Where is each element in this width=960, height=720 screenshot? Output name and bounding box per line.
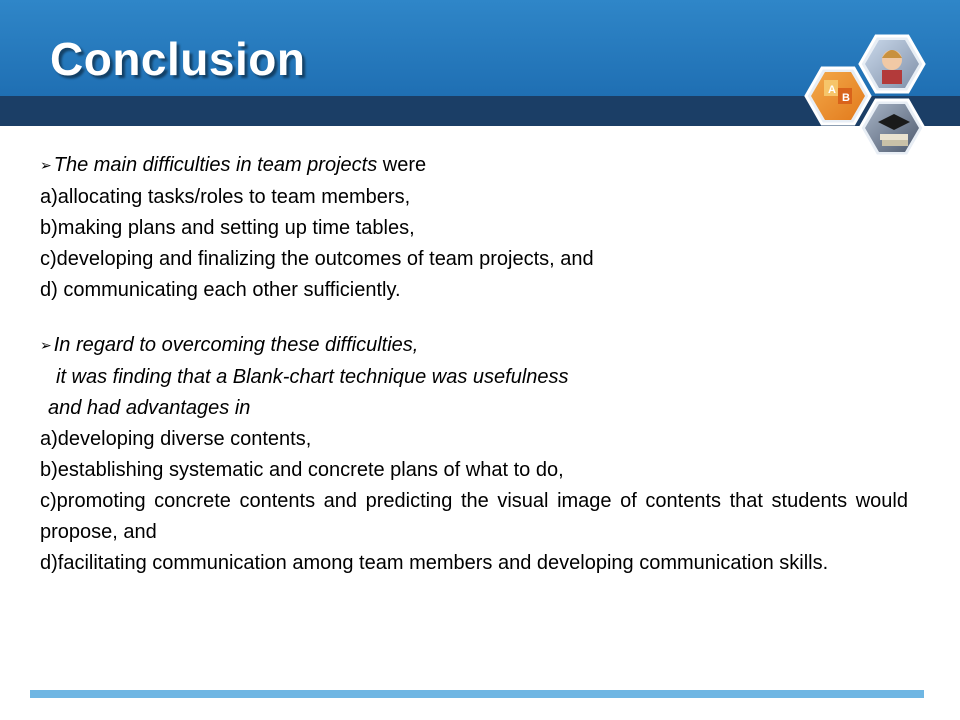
section1-intro-rest: were	[377, 154, 427, 176]
abc-blocks-icon	[806, 68, 870, 124]
list-item: b)making plans and setting up time tables,	[40, 217, 415, 239]
list-item: c)developing and finalizing the outcomes of team projects, and	[40, 248, 594, 270]
list-item: d)facilitating communication among team members and developing communication skills.	[40, 552, 829, 574]
svg-text:A: A	[828, 84, 836, 96]
list-item: d) communicating each other sufficiently.	[40, 279, 401, 301]
list-item: a)developing diverse contents,	[40, 428, 312, 450]
section2-heading: ➢ In regard to overcoming these difficulties,	[40, 334, 419, 356]
section2-line3: and had advantages in	[48, 397, 251, 419]
list-item: a)allocating tasks/roles to team members,	[40, 186, 411, 208]
arrow-bullet-icon: ➢	[40, 337, 52, 353]
hexagon-photo-collage	[798, 30, 948, 170]
svg-text:B: B	[842, 92, 850, 104]
arrow-bullet-icon: ➢	[40, 157, 52, 173]
child-photo-icon	[860, 36, 924, 92]
slide-title: Conclusion	[50, 33, 306, 85]
section2-line2: it was finding that a Blank-chart technique was usefulness	[56, 366, 569, 388]
section1-intro-italic: The main difficulties in team projects	[53, 154, 378, 176]
spacer	[40, 306, 908, 330]
footer-bar	[30, 690, 924, 698]
list-item: b)establishing systematic and concrete plans of what to do,	[40, 459, 564, 481]
slide-body	[40, 150, 908, 579]
section1-heading	[40, 150, 908, 182]
graduation-books-icon	[860, 100, 924, 156]
list-item: c)promoting concrete contents and predicting the visual image of contents that students would propose, and	[40, 490, 908, 543]
